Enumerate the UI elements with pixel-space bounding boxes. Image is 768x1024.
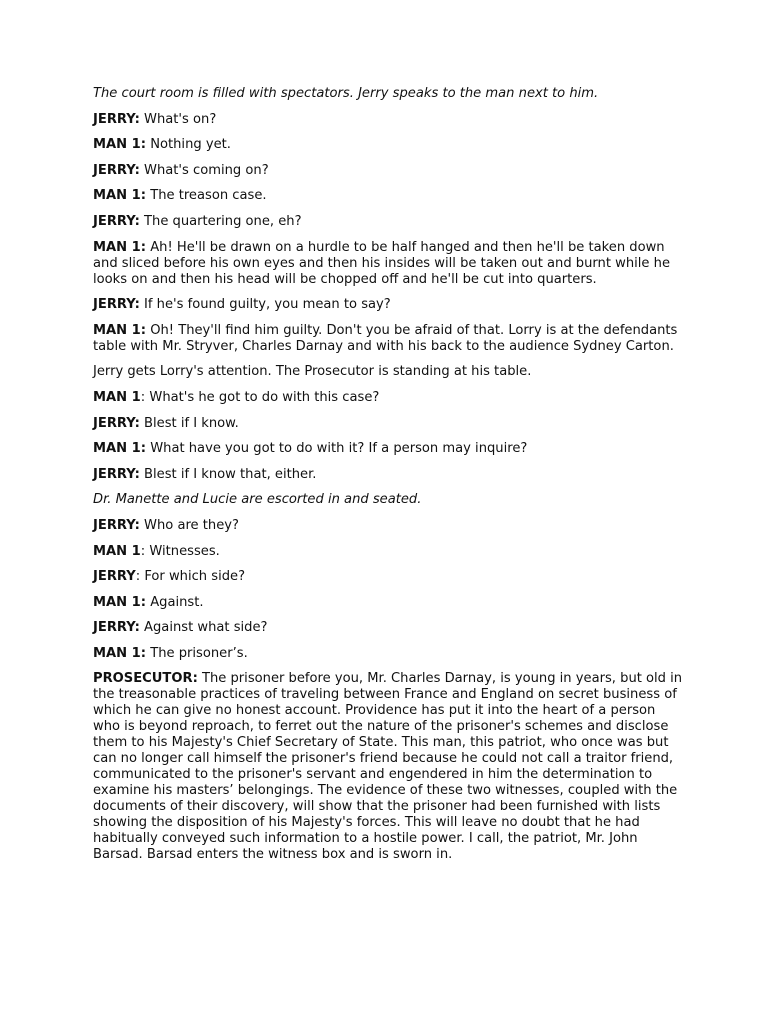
direction-text: Jerry gets Lorry's attention. The Prosecutor is standing at his table. (93, 364, 532, 380)
dialogue-text: Against. (146, 594, 204, 610)
direction-text: The court room is filled with spectators. Jerry speaks to the man next to him. (93, 86, 599, 101)
speaker-name: MAN 1: (93, 322, 147, 338)
dialogue-line (93, 620, 683, 636)
speaker-name: JERRY: (93, 162, 140, 178)
dialogue-line (93, 137, 683, 153)
dialogue-text: The prisoner’s. (146, 645, 248, 661)
dialogue-line (93, 112, 683, 128)
dialogue-line (93, 240, 683, 288)
speaker-name: MAN 1: (93, 239, 147, 255)
dialogue-line (93, 544, 683, 560)
speaker-name: JERRY (93, 569, 136, 585)
speaker-name: JERRY: (93, 620, 140, 636)
prosecutor-speech (93, 671, 683, 863)
dialogue-text: : Witnesses. (140, 543, 220, 559)
script-page (93, 86, 683, 873)
dialogue-line (93, 323, 683, 355)
speaker-name: MAN 1: (93, 645, 147, 661)
speaker-name: JERRY: (93, 297, 140, 313)
speaker-name: JERRY: (93, 415, 140, 431)
speaker-name: JERRY: (93, 517, 140, 533)
dialogue-line (93, 441, 683, 457)
speaker-name: MAN 1: (93, 594, 147, 610)
dialogue-line (93, 188, 683, 204)
dialogue-text: What's on? (139, 111, 217, 127)
speaker-name: PROSECUTOR: (93, 671, 198, 687)
dialogue-text: The treason case. (146, 188, 267, 204)
speaker-name: MAN 1: (93, 137, 147, 153)
dialogue-line (93, 214, 683, 230)
dialogue-text: Oh! They'll find him guilty. Don't you be afraid of that. Lorry is at the defendants table with Mr. Stryver, Charles Darnay and with his back to the audience Sydney Carton. (93, 322, 678, 354)
speaker-name: MAN 1: (93, 441, 147, 457)
dialogue-text: Who are they? (139, 517, 239, 533)
stage-direction (93, 86, 683, 102)
dialogue-text: Blest if I know. (139, 415, 239, 431)
dialogue-text: Nothing yet. (146, 137, 231, 153)
dialogue-line (93, 416, 683, 432)
direction-text: Dr. Manette and Lucie are escorted in and seated. (93, 492, 422, 508)
speaker-name: MAN 1 (93, 543, 141, 559)
dialogue-text: : What's he got to do with this case? (140, 389, 380, 405)
dialogue-line (93, 163, 683, 179)
speaker-name: MAN 1: (93, 188, 147, 204)
dialogue-text: Blest if I know that, either. (139, 466, 317, 482)
stage-direction (93, 364, 683, 380)
speaker-name: MAN 1 (93, 389, 141, 405)
dialogue-text: What have you got to do with it? If a person may inquire? (146, 441, 528, 457)
speaker-name: JERRY: (93, 466, 140, 482)
stage-direction (93, 492, 683, 508)
dialogue-line (93, 390, 683, 406)
dialogue-text: Ah! He'll be drawn on a hurdle to be half hanged and then he'll be taken down and sliced before his own eyes and then his insides will be taken out and burnt while he looks on and then his head will be chopped off and he'll be cut into quarters. (93, 239, 671, 287)
dialogue-text: What's coming on? (139, 162, 269, 178)
speaker-name: JERRY: (93, 213, 140, 229)
dialogue-text: If he's found guilty, you mean to say? (139, 297, 391, 313)
dialogue-text: The quartering one, eh? (139, 213, 302, 229)
dialogue-line (93, 646, 683, 662)
dialogue-line (93, 297, 683, 313)
dialogue-text: The prisoner before you, Mr. Charles Darnay, is young in years, but old in the treasonable practices of traveling between France and England on secret business of which he can give no honest account. Providence has put it into the heart of a person who is beyond reproach, to ferret out the nature of the prisoner's schemes and disclose them to his Majesty's Chief Secretary of State. This man, this patriot, who once was but can no longer call himself the prisoner's friend because he could not call a traitor friend, communicated to the prisoner's servant and engendered in him the determination to examine his masters’ belongings. The evidence of these two witnesses, coupled with the documents of their discovery, will show that the prisoner had been furnished with lists showing the disposition of his Majesty's forces. This will leave no doubt that he had habitually conveyed such information to a hostile power. I call, the patriot, Mr. John Barsad. Barsad enters the witness box and is sworn in. (93, 671, 683, 863)
speaker-name: JERRY: (93, 111, 140, 127)
dialogue-line (93, 569, 683, 585)
dialogue-line (93, 595, 683, 611)
dialogue-text: : For which side? (135, 569, 246, 585)
dialogue-text: Against what side? (139, 620, 268, 636)
dialogue-line (93, 518, 683, 534)
dialogue-line (93, 467, 683, 483)
